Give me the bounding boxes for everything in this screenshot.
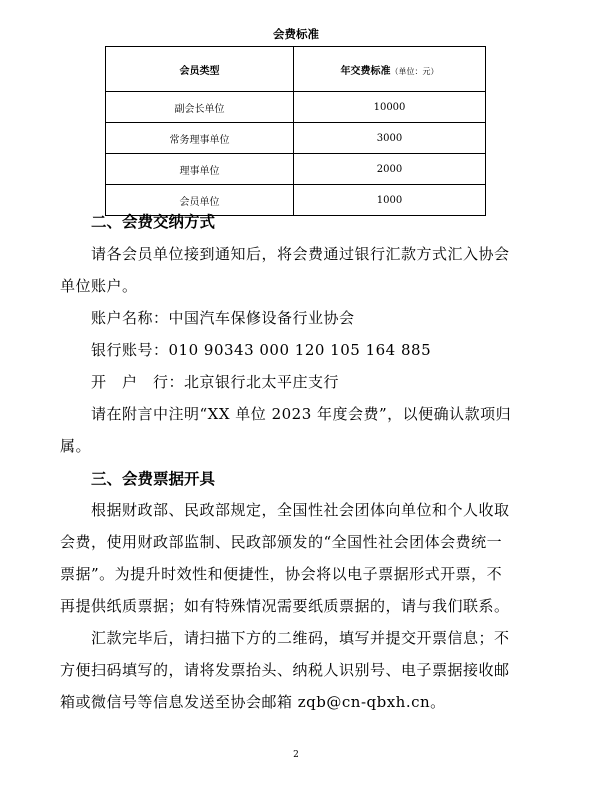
section2-paragraph-line: 单位账户。 bbox=[60, 277, 138, 295]
fee-table bbox=[105, 46, 486, 216]
header-member-type: 会员类型 bbox=[106, 47, 294, 92]
page-number: 2 bbox=[293, 750, 299, 760]
remittance-note-line: 属。 bbox=[60, 437, 92, 455]
section2-paragraph-line: 请各会员单位接到通知后，将会费通过银行汇款方式汇入协会 bbox=[91, 245, 510, 263]
section3-paragraph-line: 根据财政部、民政部规定，全国性社会团体向单位和个人收取 bbox=[91, 501, 510, 519]
table-title: 会费标准 bbox=[273, 27, 319, 41]
table-header-row bbox=[106, 47, 486, 92]
section3-paragraph-line: 再提供纸质票据；如有特殊情况需要纸质票据的，请与我们联系。 bbox=[60, 597, 510, 615]
cell-type: 理事单位 bbox=[106, 154, 294, 185]
table-row bbox=[106, 123, 486, 154]
cell-type: 会员单位 bbox=[106, 185, 294, 216]
cell-fee: 2000 bbox=[294, 154, 486, 185]
cell-fee: 10000 bbox=[294, 92, 486, 123]
header-unit: （单位：元） bbox=[390, 66, 439, 76]
section3-paragraph-line: 票据”。为提升时效性和便捷性，协会将以电子票据形式开票，不 bbox=[60, 565, 503, 583]
bank-account-number: 银行账号：010 90343 000 120 105 164 885 bbox=[91, 341, 432, 359]
cell-type: 常务理事单位 bbox=[106, 123, 294, 154]
table-row bbox=[106, 92, 486, 123]
section3-paragraph-line: 箱或微信号等信息发送至协会邮箱 zqb@cn-qbxh.cn。 bbox=[60, 693, 446, 711]
table-row bbox=[106, 154, 486, 185]
cell-type: 副会长单位 bbox=[106, 92, 294, 123]
account-name: 账户名称：中国汽车保修设备行业协会 bbox=[91, 309, 355, 327]
cell-fee: 1000 bbox=[294, 185, 486, 216]
section3-paragraph-line: 方便扫码填写的，请将发票抬头、纳税人识别号、电子票据接收邮 bbox=[60, 661, 510, 679]
header-annual-fee: 年交费标准（单位：元） bbox=[294, 47, 486, 92]
bank-branch: 开 户 行：北京银行北太平庄支行 bbox=[91, 373, 340, 391]
cell-fee: 3000 bbox=[294, 123, 486, 154]
section3-paragraph-line: 汇款完毕后，请扫描下方的二维码，填写并提交开票信息；不 bbox=[91, 629, 510, 647]
section2-heading: 二、会费交纳方式 bbox=[91, 213, 216, 231]
section3-paragraph-line: 会费，使用财政部监制、民政部颁发的“全国性社会团体会费统一 bbox=[60, 533, 503, 551]
section3-heading: 三、会费票据开具 bbox=[91, 470, 216, 488]
remittance-note-line: 请在附言中注明“XX 单位 2023 年度会费”，以便确认款项归 bbox=[91, 405, 512, 423]
